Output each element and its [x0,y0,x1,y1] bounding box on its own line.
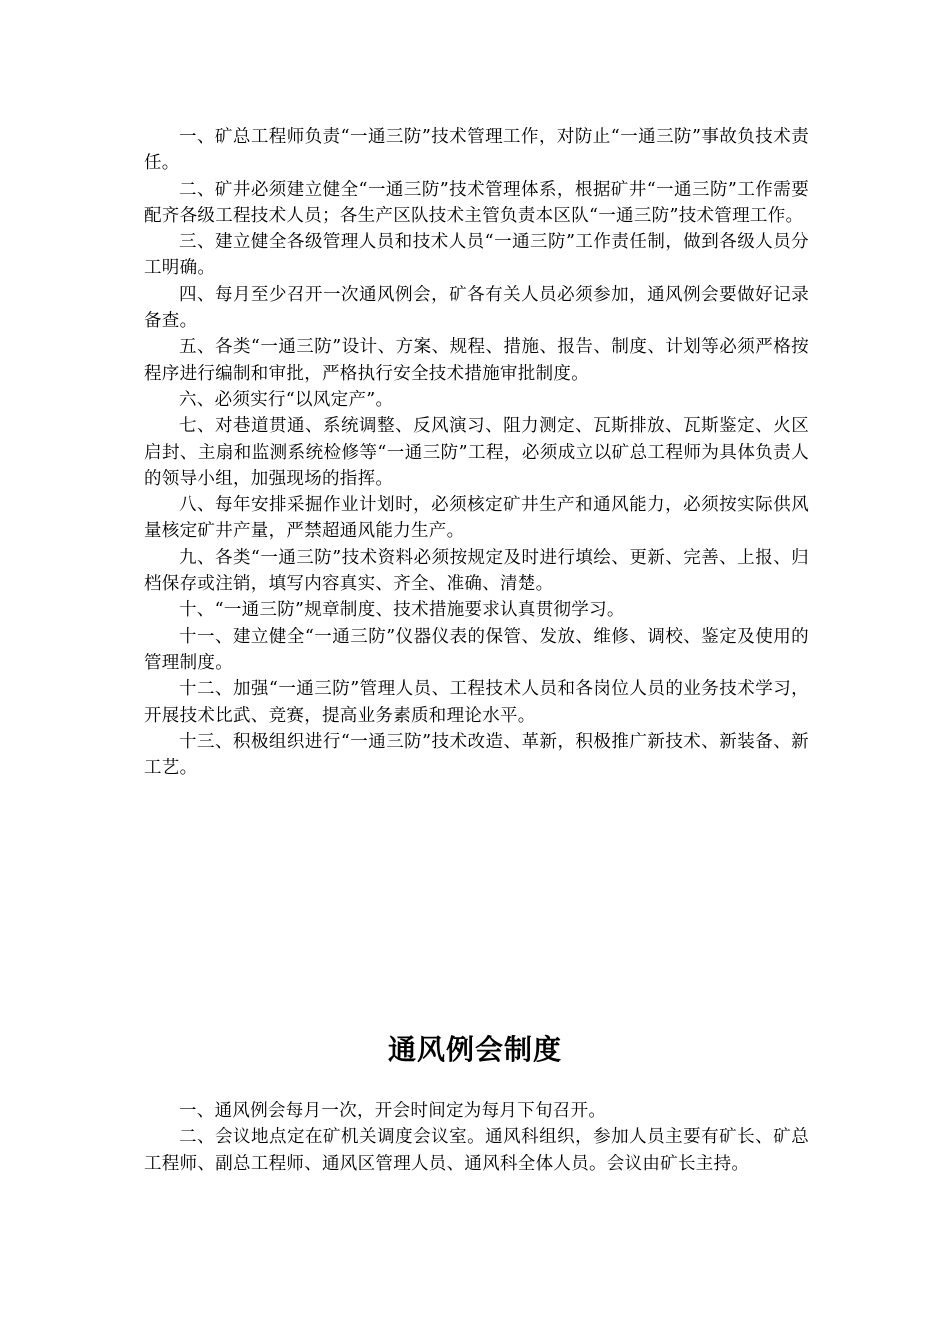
rule-paragraph: 十二、加强“一通三防”管理人员、工程技术人员和各岗位人员的业务技术学习，开展技术比武、竞赛，提高业务素质和理论水平。 [144,679,809,726]
section-title: 通风例会制度 [387,1033,562,1066]
rule-paragraph: 十三、积极组织进行“一通三防”技术改造、革新，积极推广新技术、新装备、新工艺。 [144,731,809,779]
tech-management-rules [144,124,809,781]
rule-paragraph: 六、必须实行“以风定产”。 [179,389,394,410]
rule-paragraph: 三、建立健全各级管理人员和技术人员“一通三防”工作责任制，做到各级人员分工明确。 [144,232,809,279]
rule-paragraph: 八、每年安排采掘作业计划时，必须核定矿井生产和通风能力，必须按实际供风量核定矿井产量，严禁超通风能力生产。 [144,495,809,542]
ventilation-meeting-rules [144,1098,809,1177]
rule-paragraph: 四、每月至少召开一次通风例会，矿各有关人员必须参加，通风例会要做好记录备查。 [144,284,809,332]
rule-paragraph: 七、对巷道贯通、系统调整、反风演习、阻力测定、瓦斯排放、瓦斯鉴定、火区启封、主扇和监测系统检修等“一通三防”工程，必须成立以矿总工程师为具体负责人的领导小组，加强现场的指挥。 [144,416,809,489]
rule-paragraph: 十、“一通三防”规章制度、技术措施要求认真贯彻学习。 [179,600,625,621]
rule-paragraph: 五、各类“一通三防”设计、方案、规程、措施、报告、制度、计划等必须严格按程序进行编制和审批，严格执行安全技术措施审批制度。 [144,337,809,384]
rule-paragraph: 十一、建立健全“一通三防”仪器仪表的保管、发放、维修、调校、鉴定及使用的管理制度。 [144,626,809,673]
rule-paragraph: 九、各类“一通三防”技术资料必须按规定及时进行填绘、更新、完善、上报、归档保存或注销，填写内容真实、齐全、准确、清楚。 [144,547,809,595]
rule-paragraph: 二、会议地点定在矿机关调度会议室。通风科组织，参加人员主要有矿长、矿总工程师、副总工程师、通风区管理人员、通风科全体人员。会议由矿长主持。 [144,1127,809,1174]
rule-paragraph: 一、通风例会每月一次，开会时间定为每月下旬召开。 [179,1101,607,1121]
rule-paragraph: 一、矿总工程师负责“一通三防”技术管理工作，对防止“一通三防”事故负技术责任。 [144,127,809,174]
rule-paragraph: 二、矿井必须建立健全“一通三防”技术管理体系，根据矿井“一通三防”工作需要配齐各级工程技术人员；各生产区队技术主管负责本区队“一通三防”技术管理工作。 [144,179,809,226]
